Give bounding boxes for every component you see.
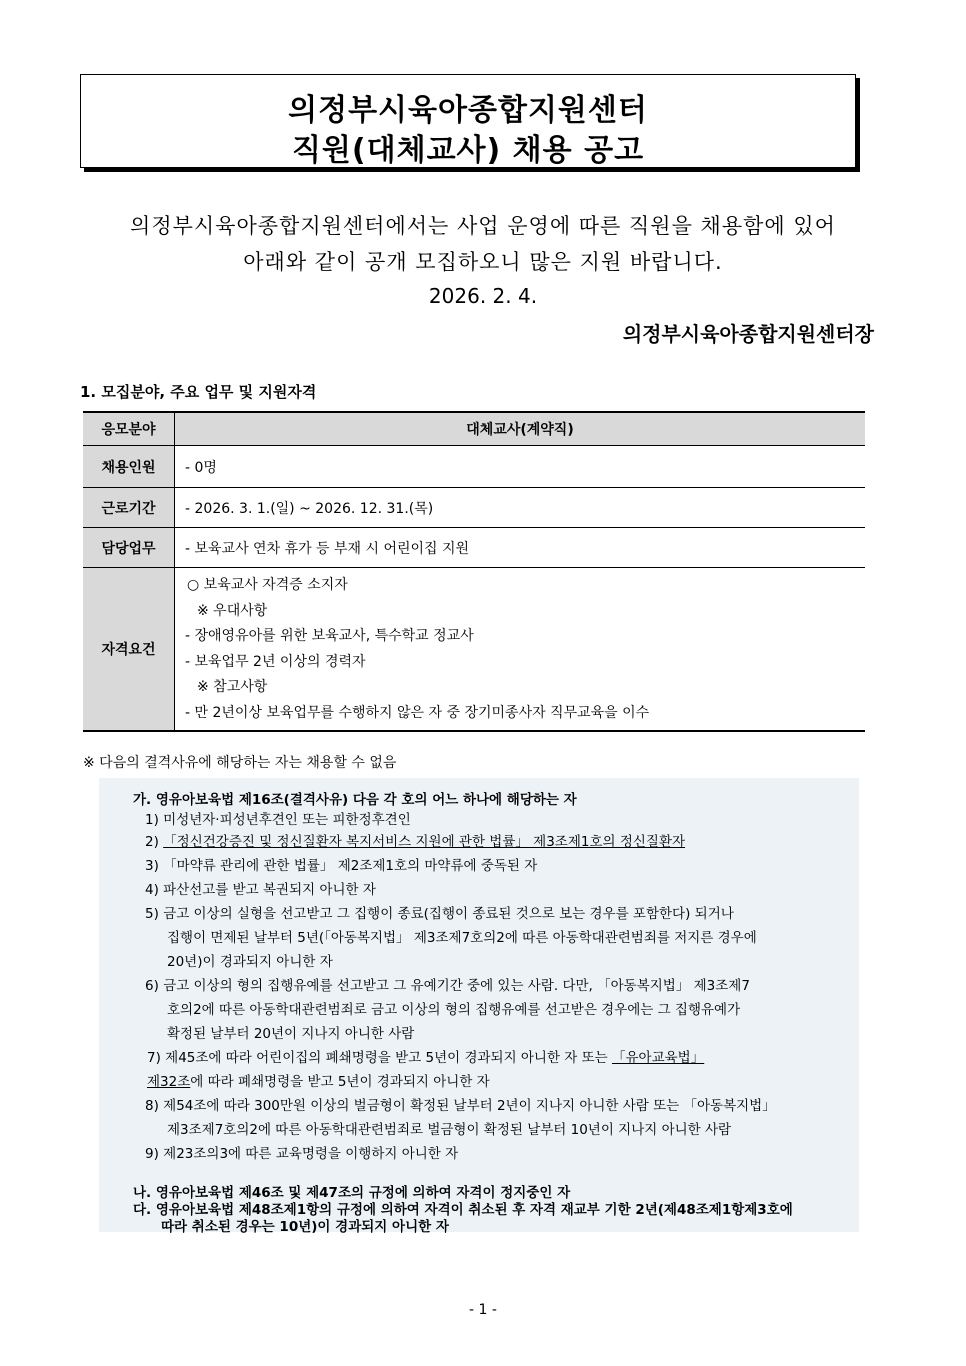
disqual-item: 6) 금고 이상의 형의 집행유예를 선고받고 그 유예기간 중에 있는 사람. 다만, 「아동복지법」 제3조제7 — [145, 978, 750, 994]
page-number: - 1 - — [469, 1302, 497, 1318]
disqual-item: 5) 금고 이상의 실형을 선고받고 그 집행이 종료(집행이 종료된 것으로 보는 경우를 포함한다) 되거나 — [145, 906, 734, 922]
disqual-item-cont: 집행이 면제된 날부터 5년(「아동복지법」 제3조제7호의2에 따른 아동학대관련범죄를 저지른 경우에 — [167, 930, 757, 946]
disqual-item-prefix: 2) — [145, 834, 164, 850]
row-label: 근로기간 — [83, 488, 175, 528]
table-row — [83, 488, 865, 528]
disqual-item-cont: 호의2에 따른 아동학대관련범죄로 금고 이상의 형의 집행유예를 선고받은 경우에는 그 집행유예가 — [167, 1002, 741, 1018]
disqual-item-underlined: 「유아교육법」 — [612, 1050, 705, 1066]
recruitment-table — [83, 411, 865, 732]
qual-line: ※ 우대사항 — [197, 602, 268, 619]
disqual-item: 9) 제23조의3에 따른 교육명령을 이행하지 아니한 자 — [145, 1146, 459, 1162]
qual-line: ※ 참고사항 — [197, 679, 268, 695]
intro-line2: 아래와 같이 공개 모집하오니 많은 지원 바랍니다. — [243, 250, 723, 274]
disqual-item — [147, 1046, 704, 1066]
disqual-item-cont: 제3조제7호의2에 따른 아동학대관련범죄로 벌금형이 확정된 날부터 10년이 지나지 아니한 사람 — [167, 1122, 732, 1138]
table-row — [83, 528, 865, 568]
disqual-item-underlined: 「정신건강증진 및 정신질환자 복지서비스 지원에 관한 법률」 제3조제1호의 정신질환자 — [163, 834, 686, 850]
title-box — [80, 74, 856, 168]
qual-line: ○ 보육교사 자격증 소지자 — [187, 577, 348, 593]
page-title-line1: 의정부시육아종합지원센터 — [288, 93, 648, 128]
disqual-item-cont — [147, 1070, 490, 1090]
qual-line: - 보육업무 2년 이상의 경력자 — [185, 653, 366, 670]
disqual-item — [145, 830, 685, 850]
signer: 의정부시육아종합지원센터장 — [622, 322, 874, 346]
section-title: 1. 모집분야, 주요 업무 및 지원자격 — [80, 383, 317, 401]
header-label: 응모분야 — [83, 412, 175, 446]
disqualification-notice: ※ 다음의 결격사유에 해당하는 자는 채용할 수 없음 — [83, 755, 397, 771]
disqualification-box — [99, 778, 859, 1235]
row-label: 채용인원 — [83, 446, 175, 488]
disqual-item-cont: 20년)이 경과되지 아니한 자 — [167, 954, 333, 970]
table-row-qualification — [83, 568, 865, 732]
disqual-item: 8) 제54조에 따라 300만원 이상의 벌금형이 확정된 날부터 2년이 지나지 아니한 사람 또는 「아동복지법」 — [145, 1098, 776, 1114]
row-value: - 보육교사 연차 휴가 등 부재 시 어린이집 지원 — [175, 528, 866, 568]
qual-line: - 만 2년이상 보육업무를 수행하지 않은 자 중 장기미종사자 직무교육을 이수 — [185, 704, 650, 721]
row-label: 담당업무 — [83, 528, 175, 568]
disqual-item-cont: 확정된 날부터 20년이 지나지 아니한 사람 — [167, 1026, 415, 1042]
disqual-heading-c: 다. 영유아보육법 제48조제1항의 규정에 의하여 자격이 취소된 후 자격 재교부 기한 2년(제48조제1항제3호에 — [133, 1202, 793, 1218]
disqual-heading-b: 나. 영유아보육법 제46조 및 제47조의 규정에 의하여 자격이 정지중인 자 — [133, 1185, 571, 1201]
disqual-heading-c-cont: 따라 취소된 경우는 10년)이 경과되지 아니한 자 — [161, 1219, 449, 1235]
disqual-item-text: 에 따라 폐쇄명령을 받고 5년이 경과되지 아니한 자 — [190, 1074, 490, 1090]
intro-line1: 의정부시육아종합지원센터에서는 사업 운영에 따른 직원을 채용함에 있어 — [130, 214, 836, 238]
row-label: 자격요건 — [83, 568, 175, 732]
disqual-item-text: 7) 제45조에 따라 어린이집의 폐쇄명령을 받고 5년이 경과되지 아니한 자 또는 — [147, 1050, 613, 1066]
disqual-item: 4) 파산선고를 받고 복권되지 아니한 자 — [145, 882, 376, 898]
page-title-line2: 직원(대체교사) 채용 공고 — [291, 133, 645, 168]
disqual-heading-a: 가. 영유아보육법 제16조(결격사유) 다음 각 호의 어느 하나에 해당하는 자 — [133, 792, 577, 808]
qual-line: - 장애영유아를 위한 보육교사, 특수학교 정교사 — [185, 628, 474, 644]
disqual-item-underlined: 제32조 — [147, 1074, 191, 1090]
qualification-cell — [175, 568, 866, 732]
disqual-item: 3) 「마약류 관리에 관한 법률」 제2조제1호의 마약류에 중독된 자 — [145, 858, 538, 874]
disqual-item: 1) 미성년자·피성년후견인 또는 피한정후견인 — [145, 812, 411, 828]
table-header-row — [83, 412, 865, 446]
table-row — [83, 446, 865, 488]
header-value: 대체교사(계약직) — [175, 412, 866, 446]
row-value: - 2026. 3. 1.(일) ~ 2026. 12. 31.(목) — [175, 488, 866, 528]
row-value: - 0명 — [175, 446, 866, 488]
announcement-date: 2026. 2. 4. — [428, 284, 538, 308]
